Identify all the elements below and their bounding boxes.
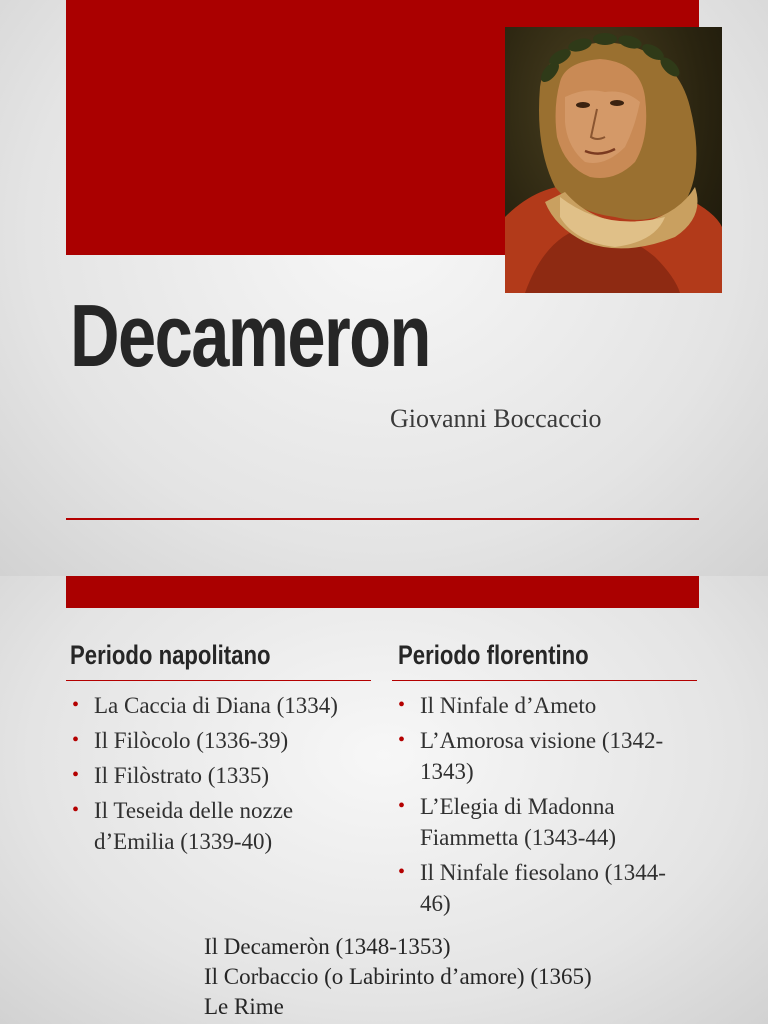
left-item: • Il Filòstrato (1335) — [66, 760, 356, 791]
title-divider — [66, 518, 699, 520]
right-item: • L’Elegia di Madonna Fiammetta (1343-44) — [392, 791, 692, 853]
right-column-list — [392, 690, 692, 923]
right-column-heading: Periodo florentino — [398, 640, 589, 670]
other-works — [204, 932, 592, 1022]
red-header-bar — [66, 576, 699, 608]
other-work-line: Il Decameròn (1348-1353) — [204, 934, 451, 959]
slide-subtitle: Giovanni Boccaccio — [390, 404, 602, 433]
right-item: • Il Ninfale d’Ameto — [392, 690, 692, 721]
works-slide — [0, 576, 768, 1024]
right-item: • L’Amorosa visione (1342-1343) — [392, 725, 692, 787]
left-item: • La Caccia di Diana (1334) — [66, 690, 356, 721]
right-item: • Il Ninfale fiesolano (1344-46) — [392, 857, 692, 919]
left-item: • Il Filòcolo (1336-39) — [66, 725, 356, 756]
left-column-heading: Periodo napolitano — [70, 640, 271, 670]
boccaccio-portrait — [505, 27, 722, 293]
left-item: • Il Teseida delle nozze d’Emilia (1339-40) — [66, 795, 356, 857]
other-work-line: Le Rime — [204, 994, 284, 1019]
left-column-rule — [66, 680, 371, 681]
left-column-list — [66, 690, 356, 861]
portrait-image — [505, 27, 722, 293]
slide-title: Decameron — [70, 286, 430, 385]
other-work-line: Il Corbaccio (o Labirinto d’amore) (1365) — [204, 964, 592, 989]
right-column-rule — [392, 680, 697, 681]
